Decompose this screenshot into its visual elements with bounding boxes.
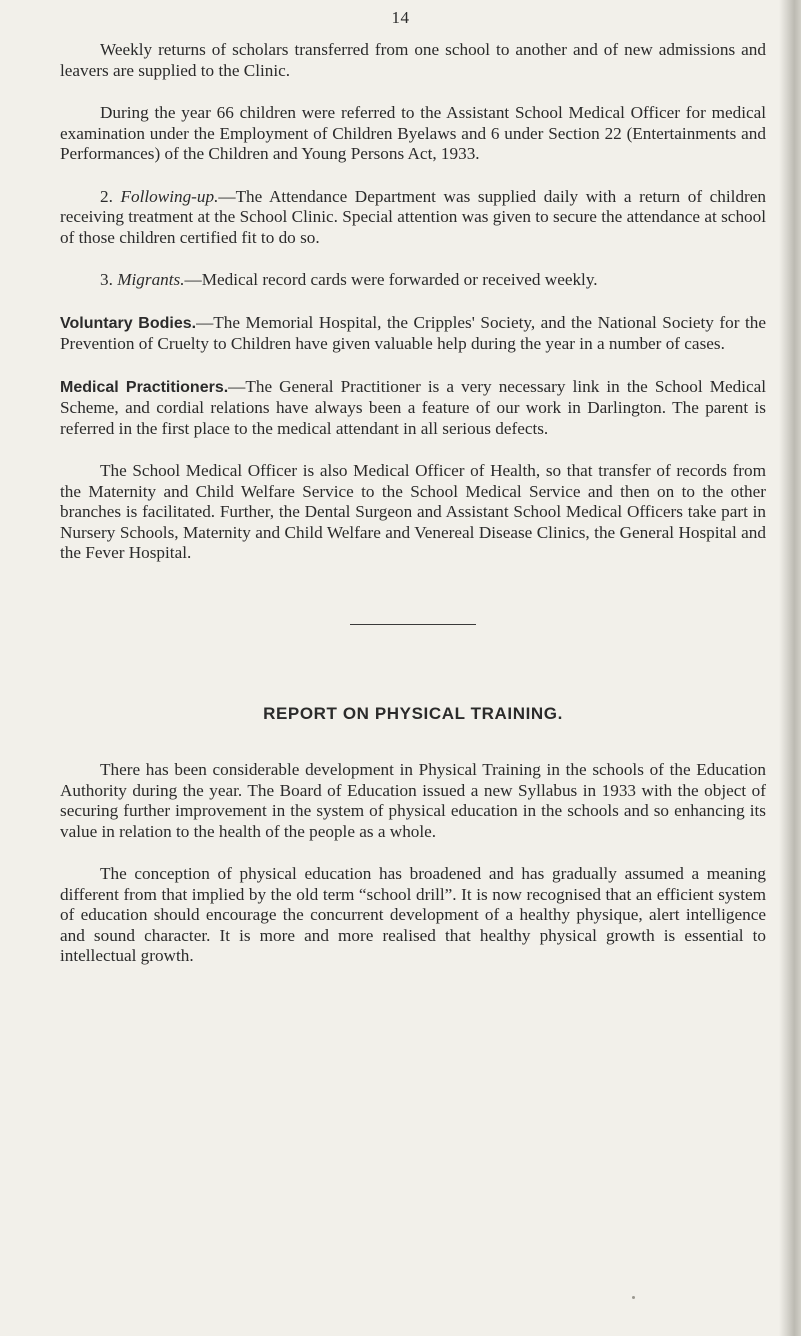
heading-voluntary-bodies: Voluntary Bodies. bbox=[60, 314, 197, 332]
paragraph-physical-training-development: There has been considerable development in Physical Training in the schools of the Education Authority during the year. The Board of Education issued a new Syllabus in 1933 with the object of securing further improvement in the system of physical education in the schools and so enhancing its value in relation to the health of the people as a whole. bbox=[60, 760, 766, 841]
paragraph-text: —The General Practitioner is a very necessary link in the School Medical Scheme, and cordial relations have always been a feature of our work in Darlington. The parent is referred in the first place to the medical attendant in all serious defects. bbox=[60, 376, 767, 438]
paragraph-school-medical-officer: The School Medical Officer is also Medical Officer of Health, so that transfer of records from the Maternity and Child Welfare Service to the School Medical Service and then on to the other branches is facilitated. Further, the Dental Surgeon and Assistant School Medical Officers take part in Nursery Schools, Maternity and Child Welfare and Venereal Disease Clinics, the General Hospital and the Fever Hospital. bbox=[60, 461, 766, 562]
section-title: REPORT ON PHYSICAL TRAINING. bbox=[263, 703, 563, 723]
page-edge-shadow bbox=[779, 0, 801, 1336]
subheading-migrants: Migrants. bbox=[117, 270, 185, 289]
paragraph-referrals: During the year 66 children were referred to the Assistant School Medical Officer for medical examination under the Employment of Children Byelaws and 6 under Section 22 (Entertainments and Performances) of the Children and Young Persons Act, 1933. bbox=[60, 103, 766, 163]
paragraph-migrants bbox=[60, 270, 766, 291]
item-number: 3. bbox=[100, 270, 113, 289]
paragraph-physical-education-conception: The conception of physical education has broadened and has gradually assumed a meaning different from that implied by the old term “school drill”. It is now recognised that an efficient system of education should encourage the concurrent development of a healthy physique, alert intelligence and sound character. It is more and more realised that healthy physical growth is essential to intellectual growth. bbox=[60, 864, 766, 965]
paper-speck bbox=[632, 1296, 635, 1299]
heading-medical-practitioners: Medical Practitioners. bbox=[60, 378, 229, 396]
paragraph-following-up bbox=[60, 187, 766, 249]
paragraph-voluntary-bodies bbox=[60, 313, 766, 355]
paragraph-medical-practitioners bbox=[60, 377, 766, 440]
paragraph-text: —Medical record cards were forwarded or received weekly. bbox=[184, 270, 598, 289]
page-number: 14 bbox=[391, 8, 410, 27]
paragraph-weekly-returns: Weekly returns of scholars transferred from one school to another and of new admissions and leavers are supplied to the Clinic. bbox=[60, 40, 766, 80]
paragraph-text: —The Attendance Department was supplied daily with a return of children receiving treatment at the School Clinic. Special attention was given to secure the attendance at school of those children certified fit to do so. bbox=[60, 186, 766, 247]
item-number: 2. bbox=[100, 186, 113, 206]
paragraph-text: —The Memorial Hospital, the Cripples' Society, and the National Society for the Prevention of Cruelty to Children have given valuable help during the year in a number of cases. bbox=[60, 312, 766, 353]
document-body bbox=[60, 40, 766, 989]
subheading-following-up: Following-up. bbox=[120, 186, 219, 206]
section-divider bbox=[350, 624, 476, 625]
